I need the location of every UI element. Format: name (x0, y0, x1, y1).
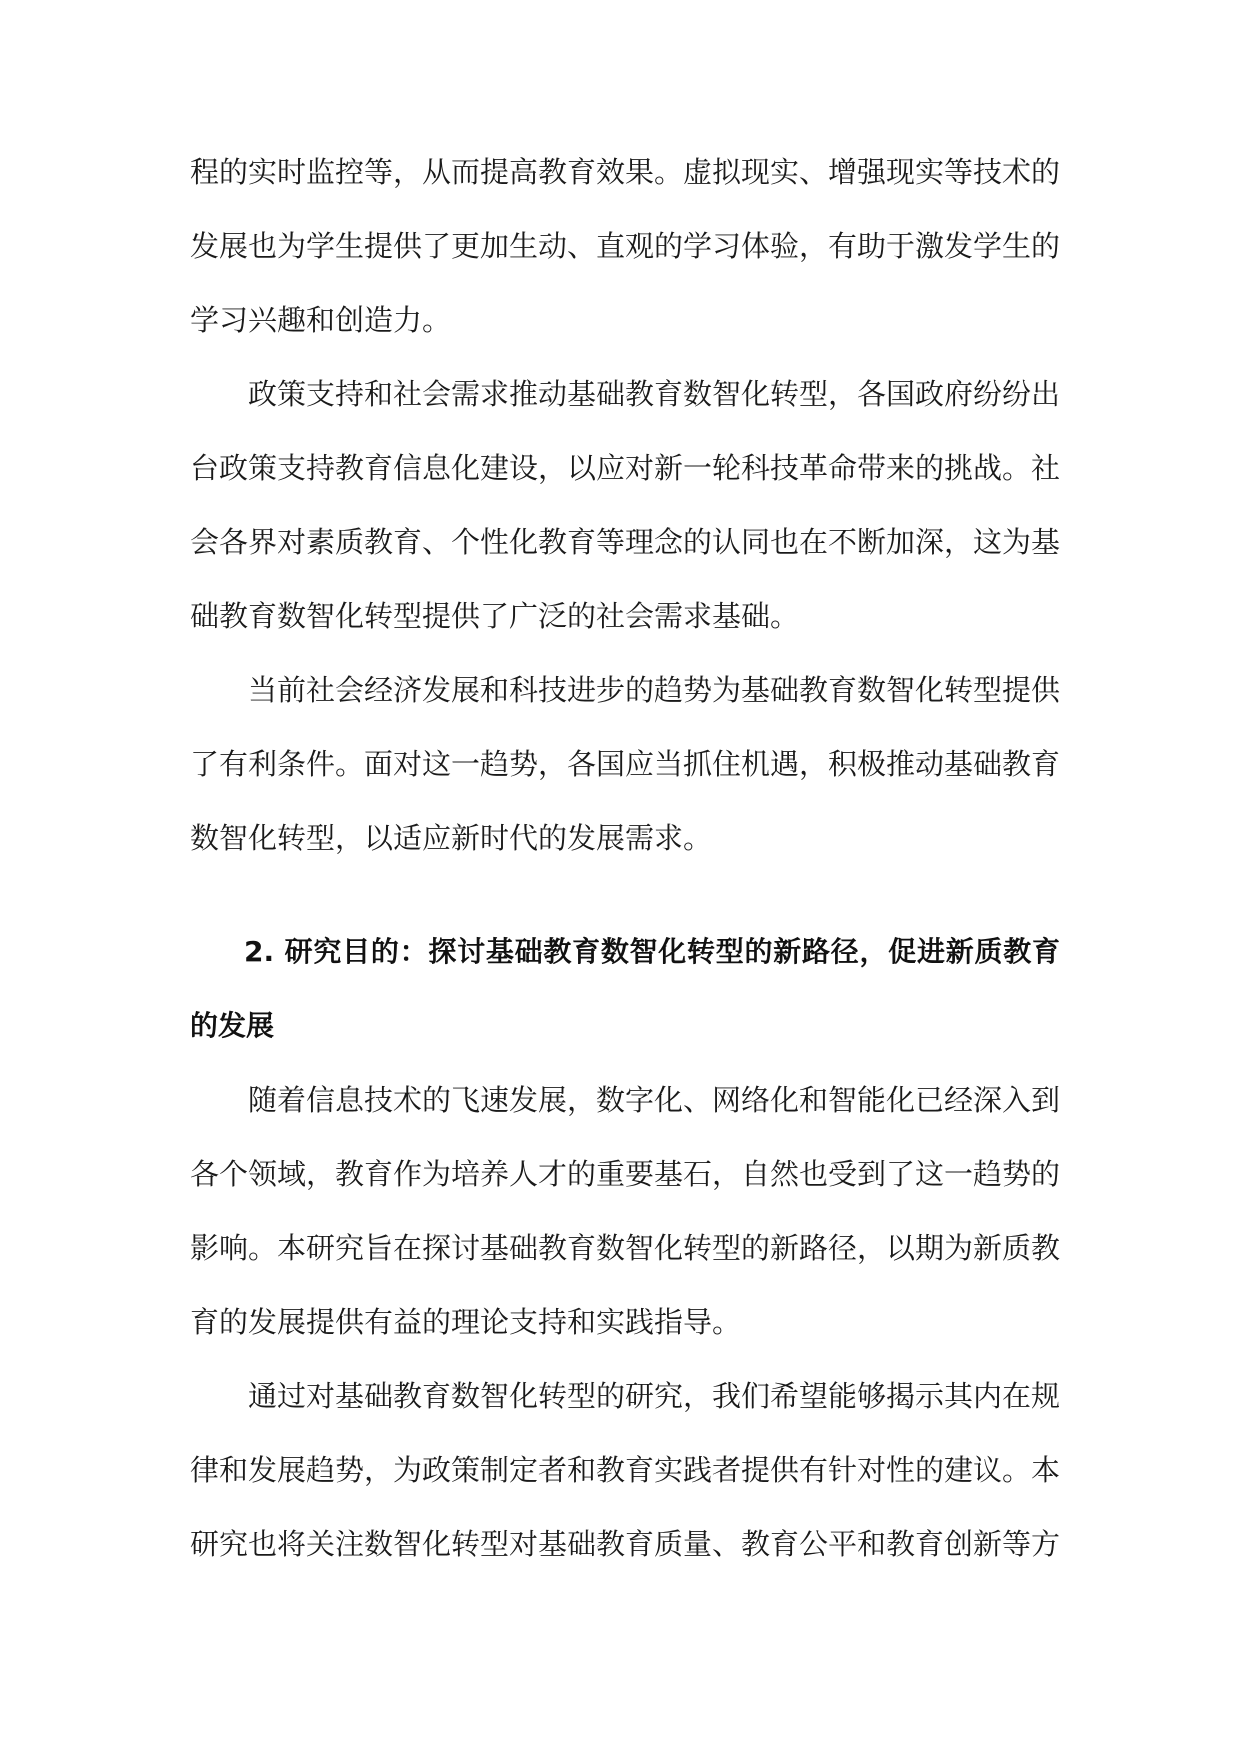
paragraph-research-expectation: 通过对基础教育数智化转型的研究，我们希望能够揭示其内在规律和发展趋势，为政策制定者和教育实践者提供有针对性的建议。本研究也将关注数智化转型对基础教育质量、教育公平和教育创新等方 (190, 1379, 1061, 1561)
document-body (190, 135, 1060, 1581)
paragraph-policy-support: 政策支持和社会需求推动基础教育数智化转型，各国政府纷纷出台政策支持教育信息化建设，以应对新一轮科技革命带来的挑战。社会各界对素质教育、个性化教育等理念的认同也在不断加深，这为基础教育数智化转型提供了广泛的社会需求基础。 (190, 377, 1061, 633)
paragraph-continuation: 程的实时监控等，从而提高教育效果。虚拟现实、增强现实等技术的发展也为学生提供了更加生动、直观的学习体验，有助于激发学生的学习兴趣和创造力。 (190, 155, 1061, 337)
paragraph-current-trend: 当前社会经济发展和科技进步的趋势为基础教育数智化转型提供了有利条件。面对这一趋势，各国应当抓住机遇，积极推动基础教育数智化转型，以适应新时代的发展需求。 (190, 673, 1061, 855)
section-heading-research-purpose: 2. 研究目的：探讨基础教育数智化转型的新路径，促进新质教育的发展 (190, 935, 1060, 1042)
paragraph-research-aim: 随着信息技术的飞速发展，数字化、网络化和智能化已经深入到各个领域，教育作为培养人才的重要基石，自然也受到了这一趋势的影响。本研究旨在探讨基础教育数智化转型的新路径，以期为新质教育的发展提供有益的理论支持和实践指导。 (190, 1083, 1061, 1339)
